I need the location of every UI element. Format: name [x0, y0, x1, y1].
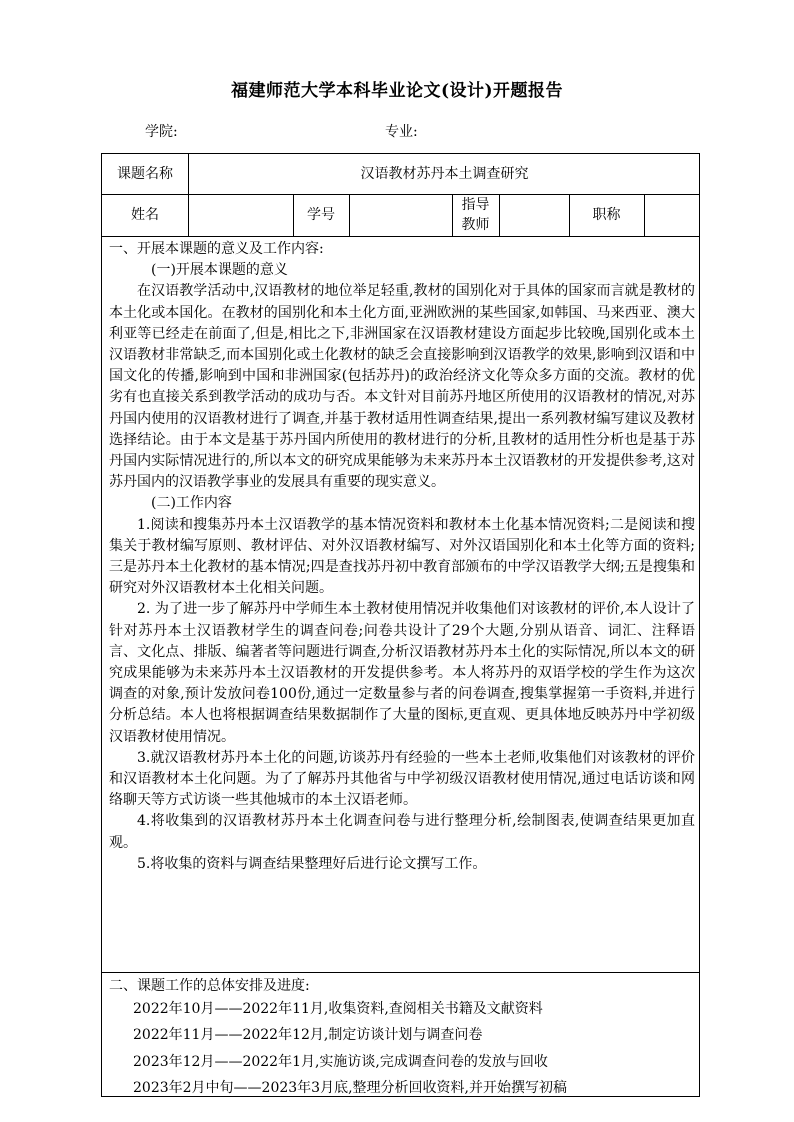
page-title: 福建师范大学本科毕业论文(设计)开题报告: [230, 81, 564, 101]
section-significance-content: [109, 239, 695, 875]
schedule-row: 2023年2月中旬——2023年3月底,整理分析回收资料,并开始撰写初稿: [133, 1079, 567, 1096]
row-divider: [102, 236, 699, 237]
work-item-4: 4.将收集到的汉语教材苏丹本土化调查问卷与进行整理分析,绘制图表,使调查结果更加直观。: [109, 813, 695, 851]
topic-value: 汉语教材苏丹本土调查研究: [360, 166, 529, 182]
section-schedule-content: [109, 976, 695, 1104]
section1-heading: 一、开展本课题的意义及工作内容:: [109, 241, 324, 257]
significance-paragraph: 在汉语教学活动中,汉语教材的地位举足轻重,教材的国别化对于具体的国家而言就是教材的本土化或本国化。在教材的国别化和本土化方面,亚洲欧洲的某些国家,如韩国、马来西亚、澳大利亚等已经走在前面了,但是,相比之下,非洲国家在汉语教材建设方面起步比较晚,国别化或本土汉语教材非常缺乏,而本国别化或土化教材的缺乏会直接影响到汉语教学的效果,影响到汉语和中国文化的传播,影响到中国和非洲国家(包括苏丹)的政治经济文化等众多方面的交流。教材的优劣有也直接关系到教学活动的成功与否。本文针对目前苏丹地区所使用的汉语教材的情况,对苏丹国内使用的汉语教材进行了调查,并基于教材适用性调查结果,提出一系列教材编写建议及教材选择结论。由于本文是基于苏丹国内所使用的教材进行的分析,且教材的适用性分析也是基于苏丹国内实际情况进行的,所以本文的研究成果能够为未来苏丹本土汉语教材的开发提供参考,这对苏丹国内的汉语教学事业的发展具有重要的现实意义。: [109, 283, 695, 491]
work-item-3: 3.就汉语教材苏丹本土化的问题,访谈苏丹有经验的一些本土老师,收集他们对该教材的评价和汉语教材本土化问题。为了了解苏丹其他省与中学初级汉语教材使用情况,通过电话访谈和网络聊天等方式访谈一些其他城市的本土汉语老师。: [109, 749, 695, 809]
advisor-label: 指导教师: [461, 197, 490, 233]
name-value: [188, 194, 293, 236]
student-id-value: [349, 194, 452, 236]
section1-sub1: (一)开展本课题的意义: [151, 262, 288, 279]
work-item-5: 5.将收集的资料与调查结果整理好后进行论文撰写工作。: [137, 855, 487, 872]
schedule-row: 2023年12月——2022年1月,实施访谈,完成调查问卷的发放与回收: [133, 1053, 548, 1070]
schedule-row: 2022年10月——2022年11月,收集资料,查阅相关书籍及文献资料: [133, 1001, 543, 1018]
advisor-value: [499, 194, 569, 236]
name-label: 姓名: [131, 207, 159, 223]
student-id-label: 学号: [307, 207, 335, 223]
row-divider: [102, 972, 699, 973]
major-label: 专业:: [385, 124, 418, 140]
college-label: 学院:: [145, 124, 178, 140]
job-title-value: [644, 194, 701, 236]
work-item-1: 1.阅读和搜集苏丹本土汉语教学的基本情况资料和教材本土化基本情况资料;二是阅读和搜集关于教材编写原则、教材评估、对外汉语教材编写、对外汉语国别化和本土化等方面的资料;三是苏丹本土化教材的基本情况;四是查找苏丹初中教育部颁布的中学汉语教学大纲;五是搜集和研究对外汉语教材本土化相关问题。: [109, 516, 695, 597]
topic-label: 课题名称: [117, 166, 173, 182]
section1-sub2: (二)工作内容: [151, 495, 232, 512]
job-title-label: 职称: [592, 207, 621, 223]
proposal-table: [101, 153, 700, 1097]
work-item-2: 2. 为了进一步了解苏丹中学师生本土教材使用情况并收集他们对该教材的评价,本人设计了针对苏丹本土汉语教材学生的调查问卷;问卷共设计了29个大题,分别从语音、词汇、注释语言、文化点、排版、编著者等问题进行调查,分析汉语教材苏丹本土化的实际情况,所以本文的研究成果能够为未来苏丹本土汉语教材的开发提供参考。本人将苏丹的双语学校的学生作为这次调查的对象,预计发放问卷100份,通过一定数量参与者的问卷调查,搜集掌握第一手资料,并进行分析总结。本人也将根据调查结果数据制作了大量的图标,更直观、更具体地反映苏丹中学初级汉语教材使用情况。: [109, 601, 695, 745]
schedule-row: 2022年11月——2022年12月,制定访谈计划与调查问卷: [133, 1027, 483, 1044]
section2-heading: 二、课题工作的总体安排及进度:: [109, 978, 310, 994]
